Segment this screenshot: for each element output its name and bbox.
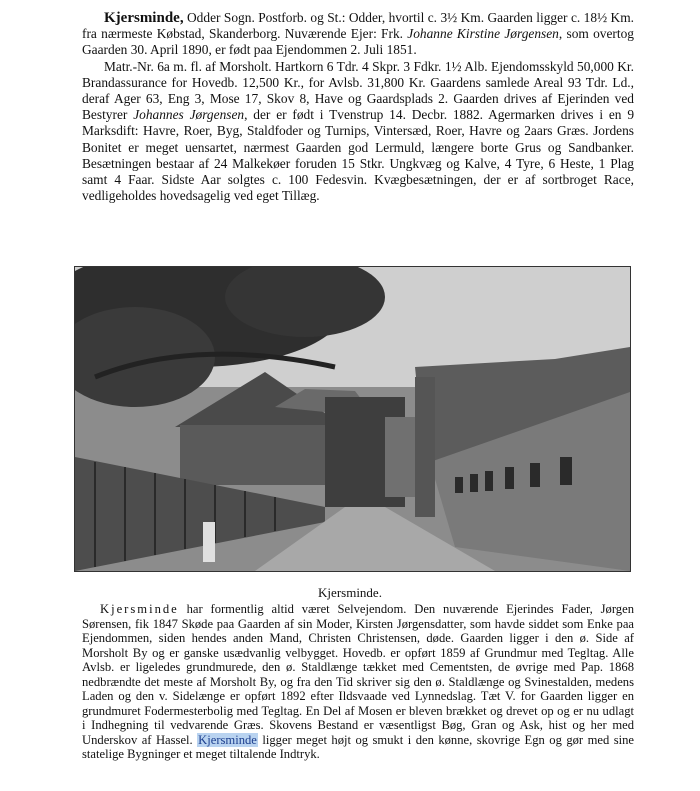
details-end: , der er født i Tvenstrup 14. Decbr. 1882. Agermarken drives i en 9 Marksdift: Havre, Roer, Byg, Staldfoder og Turnips, Vintersæd, Roer, Havre og 2aars Græs. Jordens Bonitet er meget uensartet, nærmest Gaarden god Lermuld, længere borte Grus og Sandbanker. Besætningen bestaar af 24 Malkekøer foruden 15 Stkr. Ungkvæg og Kalve, 4 Tyre, 6 Heste, 1 Plag samt 4 Faar. Sidste Aar solgtes c. 100 Fedesvin. Kvægbesætningen, der er af sortbroget Race, vedligeholdes hovedsagelig ved eget Tillæg. [82,107,635,204]
farm-history [82,602,634,762]
history-paragraph [82,602,634,762]
farm-entry [82,10,634,204]
entry-intro-end: , som overtog Gaarden 30. April 1890, er født paa Ejendommen 2. Juli 1851. [82,26,634,58]
entry-intro: Odder Sogn. Postforb. og St.: Odder, hvortil c. 3½ Km. Gaarden ligger c. 18½ Km. fra nærmeste Købstad, Skanderborg. Nuværende Ejer: Frk. [82,10,634,42]
entry-paragraph-details [82,59,634,205]
entry-paragraph-owner [82,10,634,59]
photo-caption: Kjersminde. [318,585,382,600]
history-text-end: ligger meget højt og smukt i den kønne, skovrige Egn og gør med sine statelige Bygninger et meget tiltalende Indtryk. [82,732,634,762]
farm-photo-illustration [75,267,630,571]
owner-name: Johanne Kirstine Jørgensen [407,26,559,42]
details-start: Matr.-Nr. 6a m. fl. af Morsholt. Hartkorn 6 Tdr. 4 Skpr. 3 Fdkr. 1½ Alb. Ejendomsskyld 50,000 Kr. Brandassurance for Hovedb. 12,500 Kr., for Avlsb. 31,800 Kr. Gaardens samlede Areal 93 Tdr. Ld., deraf Ager 63, Eng 3, Mose 17, Skov 8, Have og Gaardsplads 2. Gaarden drives af Ejerinden ved Bestyrer [82,58,634,123]
manager-name: Johannes Jørgensen [133,107,245,123]
history-text: har formentlig altid været Selvejendom. Den nuværende Ejerindes Fader, Jørgen Sørensen, fik 1847 Skøde paa Gaarden af sin Moder, Kirsten Jørgensdatter, som havde siddet som Enke paa Ejendommen, siden hendes anden Mand, Christen Christensen, døde. Gaarden ligger i den ø. Side af Morsholt By og er ganske usædvanlig velbygget. Hovedb. er opført 1859 af Grundmur med Tegltag. Alle Avlsb. er ligeledes grundmurede, den ø. Staldlænge tækket med Cementsten, de øvrige med Pap. 1868 nedbrændte det meste af Morsholt By, og fra den Tid skriver sig den ø. Staldlænge og Svinestalden, medens Laden og den v. Sidelænge er opført 1892 efter Ildsvaade ved Lynnedslag. Tæt V. for Gaarden ligger en grundmuret Fodermesterbolig med Tegltag. En Del af Mosen er bleven brækket og drevet op og er nu udlagt i Indhegning til vedvarende Græs. Skovens Bestand er væsentligst Bøg, Gran og Ask, hist og her med Underskov af Hassel. [82,602,634,747]
entry-name: Kjersminde, [104,10,184,26]
farm-photograph [74,266,631,572]
highlighted-search-term[interactable]: Kjersminde [198,732,257,747]
history-lead: Kjersminde [100,602,179,616]
